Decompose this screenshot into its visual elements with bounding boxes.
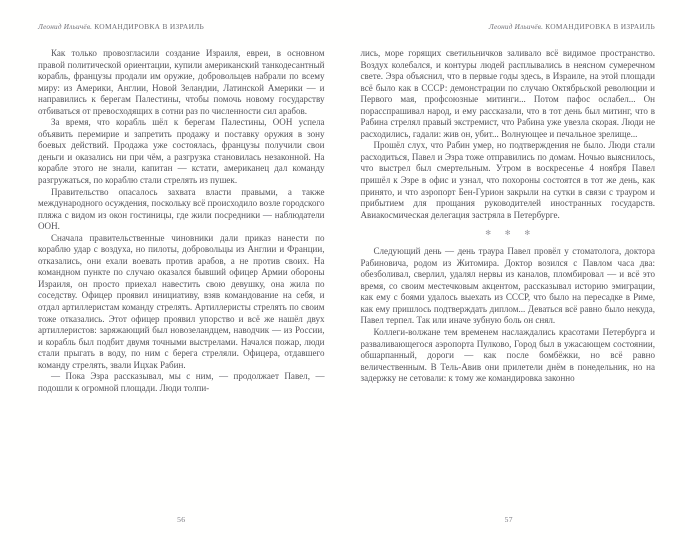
paragraph: Прошёл слух, что Рабин умер, но подтверждения не было. Люди стали расходиться, Павел и Эзра тоже отправились по домам. Ночью выяснилось, что выстрел был смертельным. Утром в воскресенье 4 ноября Павел пришёл к Эзре в офис и узнал, что похороны состоятся в тот же день, как принято, и что аэропорт Бен-Гурион закрыли на сутки в связи с трауром и прибытием для прощания руководителей иностранных государств. Авиакосмическая делегация застряла в Петербурге. [360, 140, 655, 220]
page-number-left: 56 [177, 515, 186, 524]
running-header-title: КОМАНДИРОВКА В ИЗРАИЛЬ [545, 22, 655, 31]
paragraph: — Пока Эзра рассказывал, мы с ним, — продолжает Павел, — подошли к огромной площади. Люди толпи- [38, 371, 325, 393]
paragraph: Сначала правительственные чиновники дали приказ нанести по кораблю удар с воздуха, но пилоты, добровольцы из Англии и Франции, отказались, они ехали воевать против арабов, а не против своих. На командном пункте по случаю оказался бывший офицер Армии обороны Израиля, он просто приехал навестить свою девушку, она жила по соседству. Офицер проявил инициативу, взяв командование на себя, и отдал артиллеристам команду стрелять. Артиллеристы стрелять по своим тоже отказались. Этот офицер проявил упорство и всё же нашёл двух артиллеристов: заряжающий был новозеландцем, наводчик — из России, и корабль был подбит двумя точными выстрелами. Начался пожар, люди стали прыгать в воду, по ним с берега стреляли. Офицера, отдавшего команду стрелять, звали Ицхак Рабин. [38, 232, 325, 370]
paragraph: Правительство опасалось захвата власти правыми, а также международного осуждения, поскольку всё происходило возле городского пляжа с видом из окон гостиницы, где жили посредники — наблюдатели ООН. [38, 186, 325, 232]
running-header-author: Леонид Ильичёв. [38, 23, 93, 31]
paragraph: Коллеги-волжане тем временем наслаждались красотами Петербурга и разваливающегося аэропорта Пулково, Город был в ужасающем состоянии, обшарпанный, дороги — как после бомбёжки, но всё равно величественным. В Тель-Авив они прилетели днём в понедельник, но на задержку не сетовали: к тому же командировка законно [360, 327, 655, 384]
right-page [343, 0, 685, 540]
section-divider-ornament: ✻ ✻ ✻ [485, 229, 537, 238]
paragraph: Следующий день — день траура Павел провёл у стоматолога, доктора Рабиновича, родом из Житомира. Доктор возился с Павлом часа два: обезболивал, сверлил, удалял нервы из каналов, пломбировал — и всё это время, со своим местечковым акцентом, рассказывал историю эмиграции, как ему с боями удалось выехать из СССР, что было на пересадке в Риме, как ему пришлось подтверждать диплом... Деваться всё равно было некуда, Павел терпел. Так или иначе зубную боль он снял. [360, 246, 655, 326]
running-header-author: Леонид Ильичёв. [488, 23, 544, 31]
paragraph: Как только провозгласили создание Израиля, евреи, в основном правой политической ориентации, купили американский танкодесантный корабль, французы продали им оружие, добровольцев набрали по всему миру: из Америки, Англии, Новой Зеландии, Латинской Америки — и направились к берегам Палестины, чтобы помочь новому государству отбиваться от превосходящих в сотни раз по численности сил арабов. [38, 48, 325, 116]
running-header-left [38, 22, 325, 32]
paragraph: лись, море горящих светильничков заливало всё видимое пространство. Воздух колебался, и контуры людей расплывались в неясном сумеречном свете. Эзра объяснил, что в первые годы здесь, в Израиле, на этой площади всё было как в СССР: демонстрации по случаю Октябрьской революции и Первого мая, профсоюзные митинги... Потом пафос ослабел... Он порасспрашивал народ, и ему рассказали, что в тот день был митинг, что в Рабина стрелял правый экстремист, что Рабина уже увезла скорая. Люди не расходились, гадали: жив он, убит... Волнующее и печальное зрелище... [360, 48, 655, 139]
page-number-right: 57 [504, 515, 513, 524]
running-header-title: КОМАНДИРОВКА В ИЗРАИЛЬ [94, 22, 205, 31]
paragraph: За время, что корабль шёл к берегам Палестины, ООН успела объявить перемирие и запретить продажу и поставку оружия в зону боевых действий. Продажа уже состоялась, французы получили свои деньги и оказались ни при чём, а разгрузка становилась незаконной. На корабле этого не знали, капитан — кстати, американец дал команду разгружаться, по кораблю стали стрелять из пушек. [38, 117, 325, 186]
right-page-body [361, 48, 656, 385]
running-header-right [361, 22, 656, 32]
left-page-body [38, 48, 325, 394]
